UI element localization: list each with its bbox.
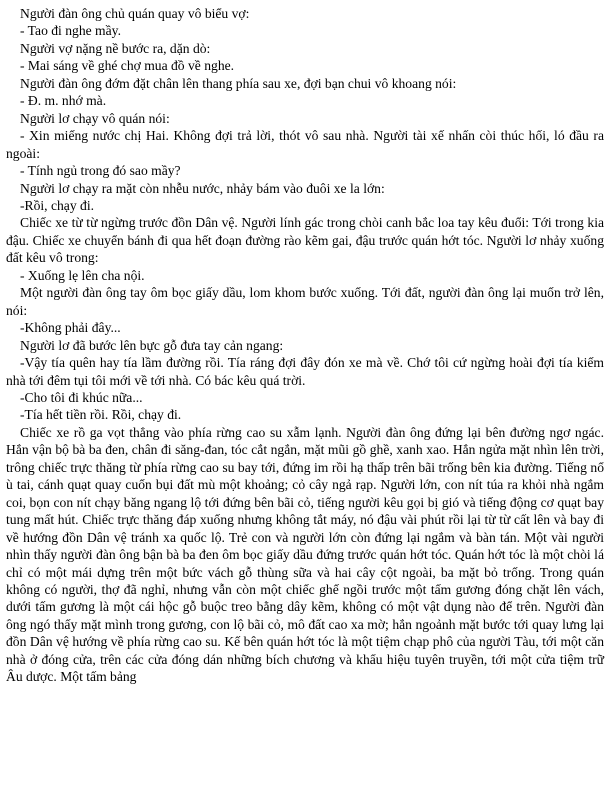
paragraph: Người vợ nặng nề bước ra, dặn dò:: [20, 40, 211, 56]
paragraph: Người lơ chạy vô quán nói:: [20, 110, 170, 126]
paragraph: Người đàn ông chủ quán quay vô biểu vợ:: [20, 6, 250, 21]
paragraph: -Không phải đây...: [20, 320, 121, 336]
paragraph: - Đ. m. nhớ mà.: [20, 93, 107, 109]
paragraph: Chiếc xe từ từ ngừng trước đồn Dân vệ. Người lính gác trong chòi canh bắc loa tay kêu đuổi: Tới trong kia đậu. Chiếc xe chuyển bánh đi qua hết đoạn đường rào kẽm gai, đậu trước quán hớt tóc. Người lơ nhảy xuống đất kêu vô trong:: [6, 215, 604, 266]
paragraph: - Xin miếng nước chị Hai. Không đợi trả lời, thót vô sau nhà. Người tài xế nhấn còi thúc hối, ló đầu ra ngoài:: [6, 128, 604, 161]
paragraph: Chiếc xe rồ ga vọt thẳng vào phía rừng cao su xẫm lạnh. Người đàn ông đứng lại bên đường ngơ ngác. Hắn vận bộ bà ba đen, chân đi săng-đan, tóc cắt ngắn, mặt mũi gồ ghề, xanh xao. Hắn ngửa mặt nhìn lên trời, trông chiếc trực thăng từ phía rừng cao su bay tới, đứng im rồi hạ thấp trên bãi trống bên kia đường. Tiếng nổ ù tai, cánh quạt quay cuốn bụi đất mù một khoảng; cỏ cây ngả rạp. Người lớn, con nít túa ra khỏi nhà ngắm coi, bọn con nít chạy băng ngang lộ tới đứng bên bãi cỏ, tiếng người kêu gọi bị gió và tiếng động cơ quạt bay tung mất hút. Chiếc trực thăng đáp xuống nhưng không tắt máy, nó đậu vài phút rồi lại từ từ cất lên và bay đi về hướng đồn Dân vệ tránh xa quốc lộ. Trẻ con và người lớn còn đứng lại ngắm và bàn tán. Một vài người nhìn thấy người đàn ông bận bà ba đen ôm bọc giấy dầu đứng trước quán hớt tóc. Quán hớt tóc là một chòi lá chỉ có một mái dựng trên một bức vách gỗ thùng sữa và hai cây cột ngoài, ba mặt bỏ trống. Trong quán không có người, thợ đã nghỉ, nhưng vẫn còn một chiếc ghế ngồi trước một tấm gương đóng chặt lên vách, dưới tấm gương là một cái hộc gỗ buộc treo bằng dây kẽm, không có một vật dụng nào để trên. Người đàn ông ngó thấy mặt mình trong gương, con lộ bãi cỏ, mô đất cao xa mờ; hắn ngoảnh mặt bước tới quay lưng lại đồn Dân vệ hướng về phía rừng cao su. Kế bên quán hớt tóc là một tiệm chạp phô của người Tàu, tới một căn nhà ở đóng cửa, trên các cửa đóng dán những bích chương và khẩu hiệu tuyên truyền, tới một cửa tiệm trữ Âu dược. Một tấm bảng: [6, 424, 604, 685]
paragraph: Người lơ chạy ra mặt còn nhễu nước, nhảy bám vào đuôi xe la lớn:: [20, 180, 385, 196]
paragraph: - Xuống lẹ lên cha nội.: [20, 267, 145, 283]
paragraph: Người lơ đã bước lên bực gỗ đưa tay cản ngang:: [20, 337, 284, 353]
paragraph: - Tao đi nghe mầy.: [20, 23, 121, 39]
paragraph: -Rồi, chạy đi.: [20, 197, 94, 213]
paragraph: - Mai sáng về ghé chợ mua đồ về nghe.: [20, 58, 235, 74]
paragraph: - Tính ngủ trong đó sao mầy?: [20, 163, 181, 179]
paragraph: -Vậy tía quên hay tía lầm đường rồi. Tía ráng đợi đây đón xe mà về. Chớ tôi cứ ngừng hoài đợi tía kiếm nhà tới đêm tụi tôi mới về tới nhà. Có bác kêu quá trời.: [6, 355, 604, 388]
paragraph: -Tía hết tiền rồi. Rồi, chạy đi.: [20, 407, 182, 423]
paragraph: Một người đàn ông tay ôm bọc giấy dầu, lom khom bước xuống. Tới đất, người đàn ông lại muốn trở lên, nói:: [6, 285, 604, 318]
paragraph: Người đàn ông đớm đặt chân lên thang phía sau xe, đợi bạn chui vô khoang nói:: [20, 75, 457, 91]
document-body: [6, 5, 604, 686]
paragraph: -Cho tôi đi khúc nữa...: [20, 389, 143, 405]
